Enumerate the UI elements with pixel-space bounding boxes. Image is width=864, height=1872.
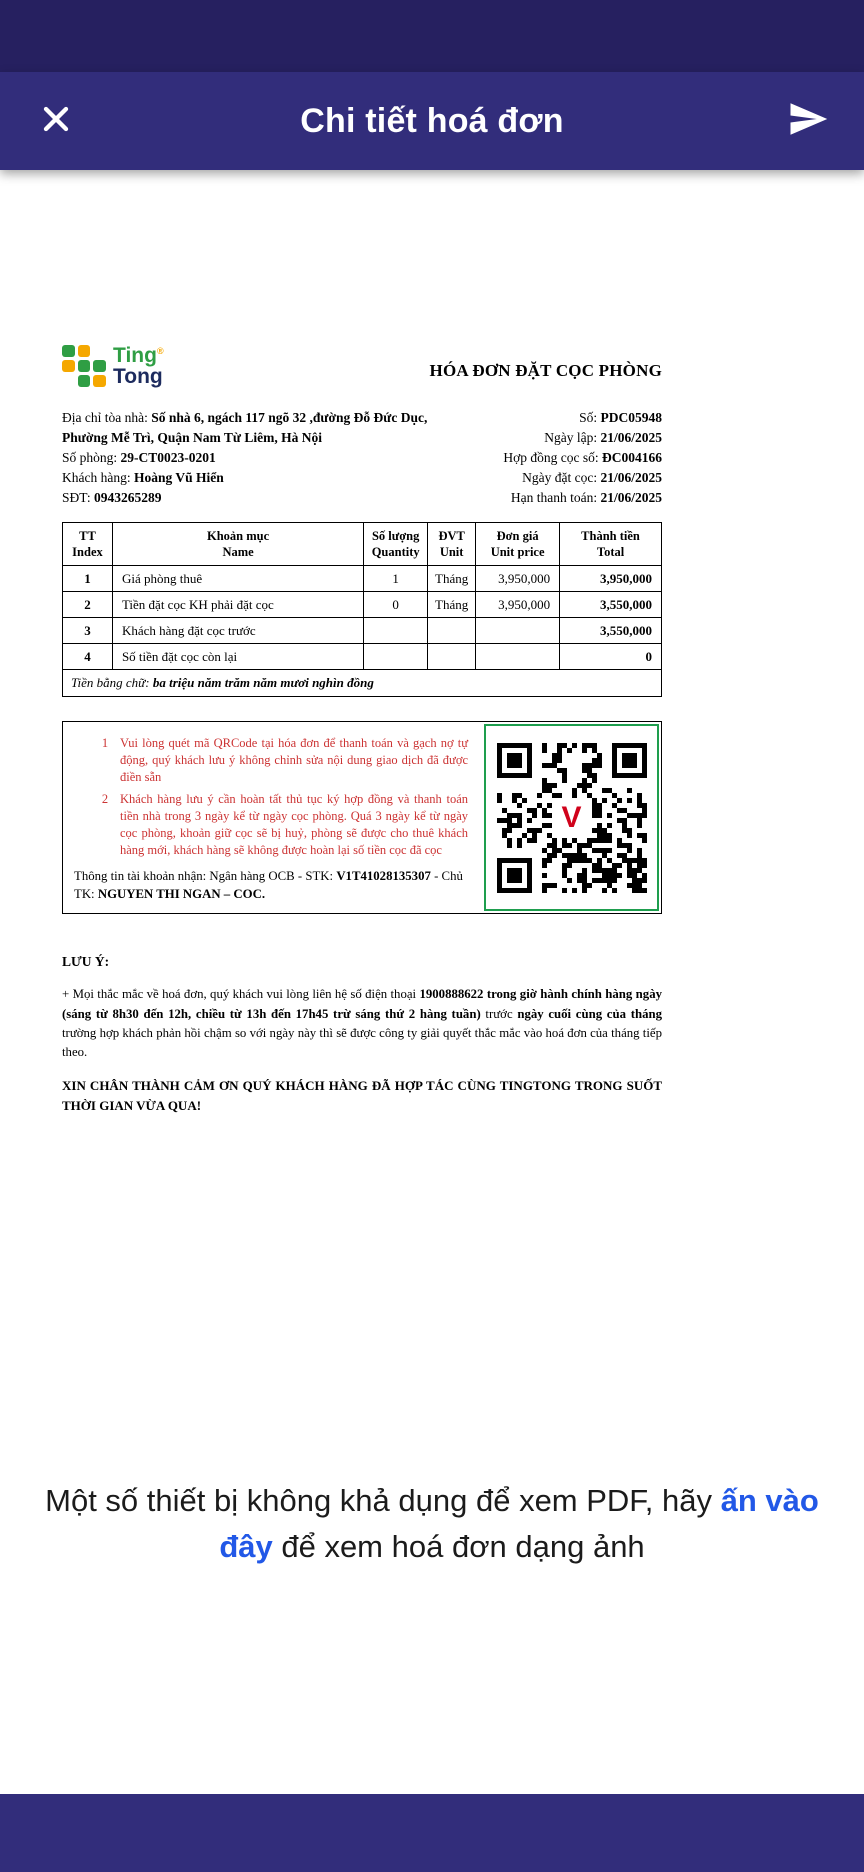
bank-account-number: V1T41028135307 <box>336 869 431 884</box>
info-label: Địa chỉ tòa nhà: <box>62 409 152 425</box>
note-number: 2 <box>101 792 109 807</box>
notice-text-bold: ngày cuối cùng của tháng <box>517 1006 662 1021</box>
invoice-logo <box>62 345 164 388</box>
cell-item: Tiền đặt cọc KH phải đặt cọc <box>112 592 363 618</box>
info-value: 21/06/2025 <box>600 429 662 445</box>
pdf-viewer[interactable] <box>0 170 864 1794</box>
cell-quantity <box>364 618 428 644</box>
header-line: Số lượng <box>371 528 420 543</box>
info-label: Số phòng: <box>62 449 121 465</box>
close-icon <box>36 99 76 144</box>
bank-info-text: Thông tin tài khoản nhận: Ngân hàng OCB - STK: <box>74 869 337 884</box>
header-line: Total <box>596 545 625 560</box>
bottom-nav-bar <box>0 1794 864 1872</box>
header-cell-total <box>560 522 662 566</box>
note-number: 1 <box>101 736 109 751</box>
registered-mark: ® <box>156 346 164 356</box>
info-label: Khách hàng: <box>62 469 134 485</box>
cell-unit-price: 3,950,000 <box>476 566 560 592</box>
info-value: Số nhà 6, ngách 117 ngõ 32 ,đường Đỗ Đức Dục, <box>151 409 428 425</box>
address-line-2 <box>62 428 427 448</box>
header-line: Unit <box>439 545 464 560</box>
tingtong-logo-icon <box>62 345 106 387</box>
amount-words-label: Tiền bằng chữ: <box>71 675 153 691</box>
header-line: Khoản mục <box>206 528 270 543</box>
header-line: TT <box>79 528 96 543</box>
cell-index: 1 <box>63 566 113 592</box>
info-value: 21/06/2025 <box>600 489 662 505</box>
deposit-date-line <box>503 468 662 488</box>
table-row <box>63 618 662 644</box>
phone-line <box>62 488 427 508</box>
header-line: Đơn giá <box>496 528 539 543</box>
table-row <box>63 566 662 592</box>
header-line: ĐVT <box>438 528 465 543</box>
cell-total: 3,550,000 <box>560 592 662 618</box>
header-line: Name <box>222 545 254 560</box>
cell-index: 2 <box>63 592 113 618</box>
cell-index: 3 <box>63 618 113 644</box>
header-line: Thành tiền <box>581 528 640 543</box>
header-line: Unit price <box>490 545 545 560</box>
cell-unit <box>428 618 476 644</box>
cell-unit: Tháng <box>428 592 476 618</box>
warning-text: Một số thiết bị không khả dụng để xem PDF, hãy <box>45 1483 721 1518</box>
info-value: ĐC004166 <box>602 449 662 465</box>
customer-line <box>62 468 427 488</box>
close-button[interactable] <box>26 91 86 151</box>
cell-unit-price <box>476 644 560 670</box>
invoice-number-line <box>503 408 662 428</box>
invoice-meta-right <box>503 408 662 508</box>
info-value: 21/06/2025 <box>600 469 662 485</box>
info-label: Số: <box>579 409 601 425</box>
app-bar <box>0 72 864 170</box>
amount-words-value: ba triệu năm trăm năm mươi nghìn đồng <box>152 675 374 691</box>
qr-section <box>482 722 661 913</box>
contract-number-line <box>503 448 662 468</box>
invoice-meta <box>62 408 662 508</box>
invoice-header <box>62 345 662 388</box>
bank-account-info <box>74 868 474 903</box>
qr-center-logo <box>552 798 592 838</box>
cell-total: 0 <box>560 644 662 670</box>
info-label: Hợp đồng cọc số: <box>503 449 602 465</box>
info-label: Hạn thanh toán: <box>510 489 601 505</box>
table-row <box>63 644 662 670</box>
view-image-link[interactable]: ấn vào đây <box>219 1483 819 1564</box>
due-date-line <box>503 488 662 508</box>
header-cell-index <box>63 522 113 566</box>
header-cell-unit-price <box>476 522 560 566</box>
notice-text: trước <box>480 1006 518 1021</box>
send-icon <box>787 98 829 145</box>
cell-unit <box>428 644 476 670</box>
logo-wordmark <box>113 345 164 388</box>
bank-account-holder: NGUYEN THI NGAN – COC. <box>97 886 266 901</box>
bank-info-text: - Chủ TK: <box>74 869 463 901</box>
invoice-title: HÓA ĐƠN ĐẶT CỌC PHÒNG <box>429 361 662 380</box>
room-number-line <box>62 448 427 468</box>
warning-text: để xem hoá đơn dạng ảnh <box>272 1528 645 1564</box>
qr-code <box>484 724 659 911</box>
note-item <box>90 735 474 786</box>
cell-quantity: 0 <box>364 592 428 618</box>
logo-text-tong: Tong <box>113 365 163 389</box>
notice-section <box>62 954 662 1115</box>
cell-quantity <box>364 644 428 670</box>
info-value: Phường Mễ Trì, Quận Nam Từ Liêm, Hà Nội <box>62 429 322 445</box>
header-cell-unit <box>428 522 476 566</box>
send-button[interactable] <box>778 91 838 151</box>
invoice-table <box>62 522 662 698</box>
note-text: Vui lòng quét mã QRCode tại hóa đơn để thanh toán và gạch nợ tự động, quý khách lưu ý không chỉnh sửa nội dung giao dịch đã được điền sẵn <box>120 736 468 785</box>
notice-text-bold: 1900888622 trong giờ hành chính hàng ngày (sáng từ 8h30 đến 12h, chiều từ 13h đến 17h45 trừ sáng thứ 2 hàng tuần) <box>62 987 662 1021</box>
table-header-row <box>63 522 662 566</box>
thanks-paragraph: XIN CHÂN THÀNH CẢM ƠN QUÝ KHÁCH HÀNG ĐÃ HỢP TÁC CÙNG TINGTONG TRONG SUỐT THỜI GIAN VỪA QUA! <box>62 1078 662 1113</box>
notice-title: LƯU Ý: <box>62 954 110 970</box>
cell-item: Giá phòng thuê <box>112 566 363 592</box>
table-row <box>63 592 662 618</box>
screen-title: Chi tiết hoá đơn <box>300 101 564 140</box>
logo-text-ting: Ting® <box>113 344 164 367</box>
header-line: Index <box>72 545 103 560</box>
cell-unit-price <box>476 618 560 644</box>
info-label: Ngày đặt cọc: <box>522 469 601 485</box>
cell-item: Khách hàng đặt cọc trước <box>112 618 363 644</box>
cell-total: 3,950,000 <box>560 566 662 592</box>
notice-text: trường hợp khách phản hồi chậm so với ngày này thì sẽ được công ty giải quyết thắc mắc vào hoá đơn của tháng tiếp theo. <box>62 1025 662 1059</box>
info-label: Ngày lập: <box>544 429 601 445</box>
payment-notes-box <box>62 721 662 914</box>
note-item <box>90 791 474 859</box>
invoice-meta-left <box>62 408 427 508</box>
info-value: 29-CT0023-0201 <box>120 449 216 465</box>
info-value: Hoàng Vũ Hiển <box>133 469 224 485</box>
header-cell-item <box>112 522 363 566</box>
status-bar <box>0 0 864 72</box>
address-line-1 <box>62 408 427 428</box>
info-label: SĐT: <box>62 489 94 505</box>
cell-unit: Tháng <box>428 566 476 592</box>
note-text: Khách hàng lưu ý cần hoàn tất thủ tục ký hợp đồng và thanh toán tiền nhà trong 3 ngày kể từ ngày cọc phòng. Quá 3 ngày kể từ ngày cọc phòng, khoản giữ cọc sẽ bị huỷ, phòng sẽ được cho thuê khách hàng mới, khách hàng sẽ không được hoàn lại số tiền cọc đã cọc <box>120 792 468 858</box>
invoice-document <box>62 345 662 1115</box>
cell-quantity: 1 <box>364 566 428 592</box>
amount-in-words-cell <box>63 670 662 697</box>
cell-index: 4 <box>63 644 113 670</box>
qr-logo-glyph: V <box>561 800 582 834</box>
header-line: Quantity <box>371 545 420 560</box>
payment-notes <box>63 722 482 913</box>
amount-in-words-row <box>63 670 662 697</box>
notice-text: + Mọi thắc mắc về hoá đơn, quý khách vui lòng liên hệ số điện thoại <box>62 987 420 1002</box>
info-value: PDC05948 <box>600 409 662 425</box>
issue-date-line <box>503 428 662 448</box>
cell-unit-price: 3,950,000 <box>476 592 560 618</box>
notice-paragraph <box>62 985 662 1062</box>
info-value: 0943265289 <box>93 489 162 505</box>
cell-item: Số tiền đặt cọc còn lại <box>112 644 363 670</box>
header-cell-quantity <box>364 522 428 566</box>
cell-total: 3,550,000 <box>560 618 662 644</box>
device-warning-text <box>0 1478 864 1570</box>
